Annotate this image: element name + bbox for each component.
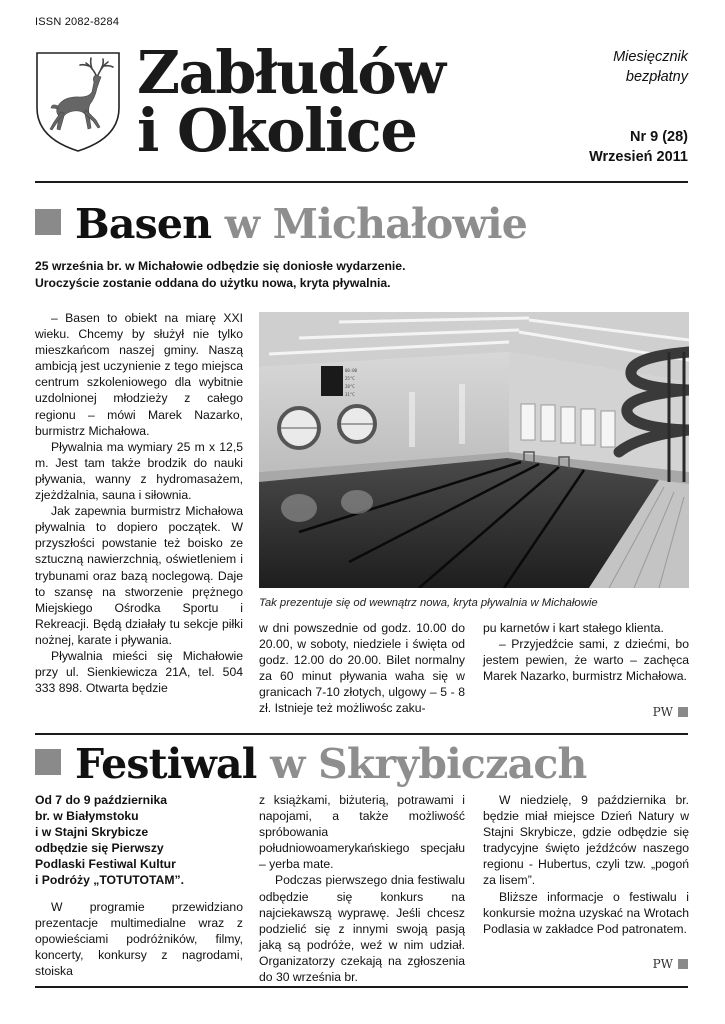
article1-paragraph: Pływalnia ma wymiary 25 m x 12,5 m. Jest tam także brodzik do nauki pływania, wanny z hydromasażem, zjeżdżalnia, sauna i siłownia. [35,439,243,503]
monthly-label [613,47,688,87]
article1-paragraph: Jak zapewnia burmistrz Michałowa pływalnia to dopiero początek. W przyszłości powstanie też boisko ze sztuczną nawierzchnią, oświetleniem i trybunami oraz bazą noclegową. Daje to szansę na stworzenie prężnego Miejskiego Ośrodka Sportu i Rekreacji. Będą działały tu sekcje piłki nożnej, karate i pływania. [35,504,243,647]
article2-signature [653,957,688,971]
article1-title-rest: w Michałowie [224,200,528,248]
issn-number: ISSN 2082-8284 [35,16,120,28]
article2-title-rest: w Skrybiczach [270,740,587,788]
masthead-divider [35,181,688,183]
headline-square-icon [35,749,61,775]
article2-paragraph: W niedzielę, 9 października br. będzie miał miejsce Dzień Natury w Stajni Skrybicze, gdzie odbędzie się tradycyjne święto jeźdźców naszego regionu - Hubertus, czyli tzw. „pogoń za lisem”. [483,793,689,888]
article1-title-main: Basen [75,200,212,248]
masthead-title-line1: Zabłudów [137,38,445,107]
page-bottom-divider [35,986,688,988]
article1-lead [35,258,475,292]
article2-paragraph: Bliższe informacje o festiwalu i konkursie można uzyskać na Wrotach Podlasia w zakładce Pod patronatem. [483,889,689,936]
scoreboard-temp-3: 31°C [345,392,355,397]
article1-column-3 [483,620,689,684]
article1-paragraph: – Basen to obiekt na miarę XXI wieku. Chcemy by służył nie tylko mieszkańcom naszej gminy. Naszą ambicją jest uczynienie z tego miejsca centrum szkoleniowego dla wybitnie uzdolnionej młodzieży z całego regionu – mówi Marek Nazarko, burmistrz Michałowa. [35,311,243,438]
article1-headline [35,201,527,247]
monthly-label-line1: Miesięcznik [613,49,688,65]
article2-lead [35,792,243,889]
issue-date: Wrzesień 2011 [589,149,688,165]
article2-column-2 [259,792,465,985]
scoreboard-temp-1: 25°C [345,376,355,381]
article2-paragraph: W programie przewidziano prezentacje multimedialne wraz z opowieściami podróżników, filmy, koncerty, konkursy z nagrodami, stoiska [35,899,243,978]
article1-lead-line1: 25 września br. w Michałowie odbędzie się doniosłe wydarzenie. [35,259,406,273]
article2-signature-text: PW [652,957,673,971]
signature-square-icon [678,707,688,717]
article2-lead-line: i w Stajni Skrybicze [35,825,149,840]
article2-paragraph: Podczas pierwszego dnia festiwalu odbędzie się konkurs na najciekawszą wyprawę. Jeśli chcesz podzielić się z innymi swoją pasją jaką są podróże, weź w nim udział. Organizatorzy czekają na zgłoszenia do 30 września br. [259,873,465,985]
masthead-title-line2: i Okolice [137,96,417,165]
scoreboard-temp-2: 28°C [345,384,355,389]
article2-lead-line: br. w Białymstoku [35,809,139,824]
article2-lead-line: i Podróży „TOTUTOTAM”. [35,873,184,888]
article-divider [35,733,688,735]
article1-signature-text: PW [652,705,673,719]
article2-lead-line: odbędzie się Pierwszy [35,841,164,856]
article2-headline [35,741,587,787]
article2-lead-line: Podlaski Festiwal Kultur [35,857,176,872]
headline-square-icon [35,209,61,235]
signature-square-icon [678,959,688,969]
article1-lead-line2: Uroczyście zostanie oddana do użytku nowa, kryta pływalnia. [35,276,391,290]
article2-column-1 [35,792,243,979]
article1-paragraph: w dni powszednie od godz. 10.00 do 20.00, w soboty, niedziele i święta od godz. 12.00 do 20.00. Bilet normalny za 60 minut pływania waha się w granicach 7-10 złotych, ulgowy – 5 - 8 zł. Istnieje też możliwośc zaku- [259,621,465,716]
article2-lead-line: Od 7 do 9 października [35,793,168,807]
article1-paragraph: Pływalnia mieści się Michałowie przy ul. Sienkiewicza 21A, tel. 504 333 898. Otwarta będzie [35,648,243,696]
masthead-title [137,38,445,165]
article1-paragraph: – Przyjedźcie sami, z dziećmi, bo jestem pewien, że warto – zachęca Marek Nazarko, burmistrz Michałowa. [483,637,689,684]
monthly-label-line2: bezpłatny [625,69,688,85]
article1-signature [653,705,688,719]
pool-photo [259,312,689,588]
photo-caption: Tak prezentuje się od wewnątrz nowa, kryta pływalnia w Michałowie [259,597,598,609]
deer-crest-icon [34,50,122,154]
article1-paragraph: pu karnetów i kart stałego klienta. [483,621,664,635]
article2-column-3 [483,792,689,937]
article2-title-main: Festiwal [75,740,257,788]
article1-column-2 [259,620,465,717]
article2-paragraph: z książkami, biżuterią, potrawami i napojami, a także możliwość spróbowania południowoamerykańskiego specjału – yerba mate. [259,793,465,872]
article1-column-1 [35,310,243,696]
scoreboard-time: 00:00 [345,368,358,373]
issue-number: Nr 9 (28) [629,129,688,145]
